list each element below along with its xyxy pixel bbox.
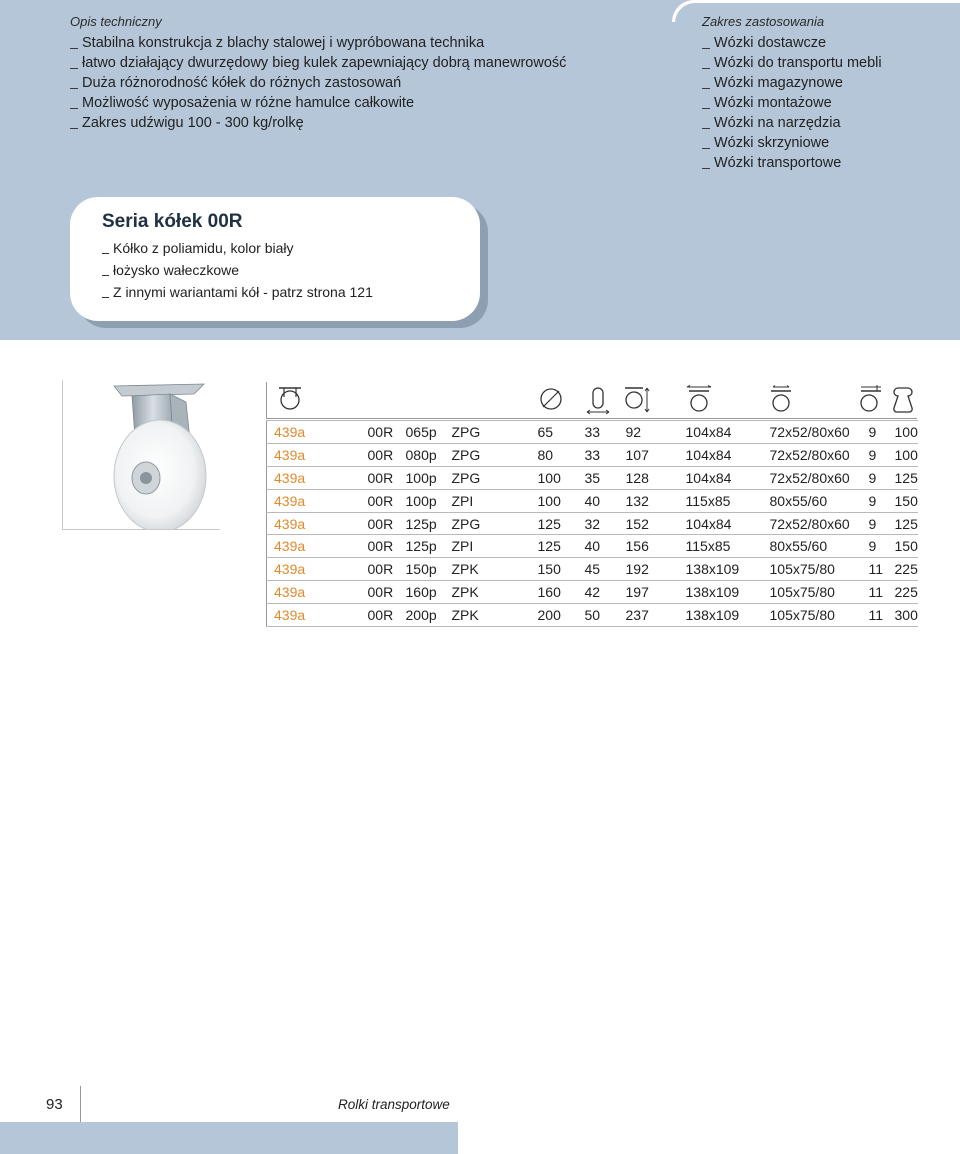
- table-cell: 9: [869, 535, 895, 558]
- table-cell: 00R: [368, 466, 406, 489]
- series-item: łożysko wałeczkowe: [102, 259, 373, 281]
- table-cell: 00R: [368, 581, 406, 604]
- table-cell: 33: [585, 443, 626, 466]
- table-row: [267, 466, 918, 489]
- catalog-page-cell: 439a: [267, 489, 368, 512]
- table-cell: 100: [538, 466, 585, 489]
- table-cell: 00R: [368, 489, 406, 512]
- table-cell: 50: [585, 604, 626, 627]
- width-icon: [585, 385, 611, 415]
- series-title: Seria kółek 00R: [102, 211, 243, 232]
- tech-item: Duża różnorodność kółek do różnych zastosowań: [70, 73, 566, 93]
- usage-item: Wózki magazynowe: [702, 73, 882, 93]
- table-cell: 132: [626, 489, 686, 512]
- table-row: [267, 443, 918, 466]
- table-cell: 72x52/80x60: [770, 466, 869, 489]
- table-cell: 125p: [406, 512, 452, 535]
- table-cell: 300: [895, 604, 918, 627]
- table-cell: 225: [895, 581, 918, 604]
- usage-item: Wózki montażowe: [702, 93, 882, 113]
- page-number: 93: [46, 1096, 63, 1113]
- table-cell: 200p: [406, 604, 452, 627]
- table-cell: 138x109: [686, 581, 770, 604]
- tech-item: Zakres udźwigu 100 - 300 kg/rolkę: [70, 113, 566, 133]
- table-cell: 200: [538, 604, 585, 627]
- table-cell: 72x52/80x60: [770, 443, 869, 466]
- table-cell: 42: [585, 581, 626, 604]
- table-cell: 125: [538, 512, 585, 535]
- table-cell: 125p: [406, 535, 452, 558]
- usage-heading: Zakres zastosowania: [702, 14, 825, 29]
- table-cell: ZPG: [452, 466, 538, 489]
- catalog-page-cell: 439a: [267, 512, 368, 535]
- table-row: [267, 535, 918, 558]
- diameter-icon: [538, 385, 564, 413]
- table-row: [267, 581, 918, 604]
- catalog-page-cell: 439a: [267, 581, 368, 604]
- tech-heading: Opis techniczny: [70, 14, 162, 29]
- table-row: [267, 558, 918, 581]
- caster-photo: [62, 380, 220, 530]
- table-cell: 9: [869, 489, 895, 512]
- table-cell: 197: [626, 581, 686, 604]
- table-cell: 80x55/60: [770, 535, 869, 558]
- table-cell: 105x75/80: [770, 604, 869, 627]
- table-cell: 104x84: [686, 466, 770, 489]
- catalog-page-cell: 439a: [267, 558, 368, 581]
- table-cell: 11: [869, 581, 895, 604]
- table-cell: 150p: [406, 558, 452, 581]
- footer-bar: [0, 1122, 458, 1154]
- fixed-caster-photo-icon: [62, 380, 220, 530]
- table-cell: 160p: [406, 581, 452, 604]
- table-cell: 92: [626, 421, 686, 444]
- table-cell: 00R: [368, 421, 406, 444]
- table-cell: 152: [626, 512, 686, 535]
- table-cell: 125: [895, 512, 918, 535]
- series-item: Kółko z poliamidu, kolor biały: [102, 237, 373, 259]
- table-cell: 35: [585, 466, 626, 489]
- table-cell: 156: [626, 535, 686, 558]
- table-cell: 00R: [368, 535, 406, 558]
- usage-item: Wózki transportowe: [702, 153, 882, 173]
- table-cell: ZPK: [452, 604, 538, 627]
- table-cell: 237: [626, 604, 686, 627]
- table-cell: ZPK: [452, 558, 538, 581]
- table-cell: 125: [895, 466, 918, 489]
- table-cell: 150: [538, 558, 585, 581]
- table-cell: 11: [869, 604, 895, 627]
- table-cell: ZPG: [452, 443, 538, 466]
- usage-item: Wózki do transportu mebli: [702, 53, 882, 73]
- table-cell: 100p: [406, 489, 452, 512]
- table-cell: 33: [585, 421, 626, 444]
- photo-frame-bottom: [62, 529, 220, 530]
- table-cell: 150: [895, 489, 918, 512]
- height-icon: [623, 385, 651, 415]
- table-cell: ZPG: [452, 421, 538, 444]
- table-cell: 107: [626, 443, 686, 466]
- table-cell: 11: [869, 558, 895, 581]
- table-cell: 065p: [406, 421, 452, 444]
- table-cell: 9: [869, 512, 895, 535]
- table-cell: 125: [538, 535, 585, 558]
- table-cell: 40: [585, 535, 626, 558]
- catalog-page-cell: 439a: [267, 604, 368, 627]
- usage-item: Wózki na narzędzia: [702, 113, 882, 133]
- footer-title: Rolki transportowe: [338, 1097, 450, 1112]
- table-cell: 32: [585, 512, 626, 535]
- table-row: [267, 489, 918, 512]
- catalog-page-cell: 439a: [267, 535, 368, 558]
- fixed-caster-icon: [277, 385, 303, 413]
- load-capacity-icon: [891, 385, 915, 415]
- table-cell: 115x85: [686, 489, 770, 512]
- table-cell: 138x109: [686, 604, 770, 627]
- table-row: [267, 604, 918, 627]
- table-cell: ZPI: [452, 535, 538, 558]
- plate-size-icon: [685, 385, 713, 415]
- table-cell: 9: [869, 421, 895, 444]
- table-cell: 160: [538, 581, 585, 604]
- table-row: [267, 512, 918, 535]
- product-table: [266, 420, 918, 627]
- hole-diameter-icon: [857, 385, 885, 415]
- table-cell: 105x75/80: [770, 558, 869, 581]
- table-cell: 128: [626, 466, 686, 489]
- spec-icon-header: [266, 382, 917, 419]
- table-cell: 115x85: [686, 535, 770, 558]
- table-row: [267, 421, 918, 444]
- table-cell: 80x55/60: [770, 489, 869, 512]
- footer-divider: [80, 1086, 81, 1122]
- table-cell: 100p: [406, 466, 452, 489]
- usage-item: Wózki skrzyniowe: [702, 133, 882, 153]
- table-cell: ZPK: [452, 581, 538, 604]
- table-cell: 72x52/80x60: [770, 421, 869, 444]
- table-cell: 100: [895, 421, 918, 444]
- table-cell: 105x75/80: [770, 581, 869, 604]
- table-cell: 00R: [368, 604, 406, 627]
- table-cell: 100: [895, 443, 918, 466]
- table-cell: 72x52/80x60: [770, 512, 869, 535]
- table-cell: 225: [895, 558, 918, 581]
- catalog-page-cell: 439a: [267, 466, 368, 489]
- table-cell: 104x84: [686, 512, 770, 535]
- photo-frame-left: [62, 380, 63, 530]
- table-cell: ZPG: [452, 512, 538, 535]
- table-cell: 138x109: [686, 558, 770, 581]
- table-cell: 104x84: [686, 443, 770, 466]
- table-cell: 080p: [406, 443, 452, 466]
- table-cell: 65: [538, 421, 585, 444]
- series-item: Z innymi wariantami kół - patrz strona 121: [102, 281, 373, 303]
- table-cell: 00R: [368, 512, 406, 535]
- table-cell: 104x84: [686, 421, 770, 444]
- table-cell: 45: [585, 558, 626, 581]
- catalog-page-cell: 439a: [267, 443, 368, 466]
- table-cell: 80: [538, 443, 585, 466]
- table-cell: 192: [626, 558, 686, 581]
- hole-spacing-icon: [767, 385, 795, 415]
- table-cell: 9: [869, 466, 895, 489]
- series-card: [70, 197, 480, 321]
- table-cell: 9: [869, 443, 895, 466]
- catalog-page-cell: 439a: [267, 421, 368, 444]
- table-cell: ZPI: [452, 489, 538, 512]
- tech-item: łatwo działający dwurzędowy bieg kulek zapewniający dobrą manewrowość: [70, 53, 566, 73]
- tech-description: [70, 14, 566, 133]
- table-cell: 150: [895, 535, 918, 558]
- table-cell: 40: [585, 489, 626, 512]
- tech-item: Stabilna konstrukcja z blachy stalowej i wypróbowana technika: [70, 33, 566, 53]
- table-cell: 00R: [368, 558, 406, 581]
- usage-list: [702, 14, 882, 173]
- table-cell: 100: [538, 489, 585, 512]
- table-cell: 00R: [368, 443, 406, 466]
- usage-item: Wózki dostawcze: [702, 33, 882, 53]
- tech-item: Możliwość wyposażenia w różne hamulce całkowite: [70, 93, 566, 113]
